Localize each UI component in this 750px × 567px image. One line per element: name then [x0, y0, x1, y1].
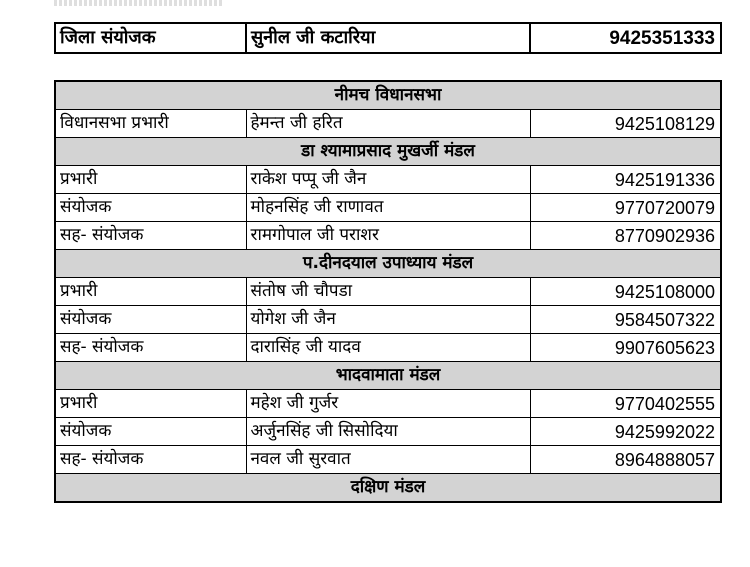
name-cell: नवल जी सुरवात [246, 446, 530, 474]
role-cell: संयोजक [55, 306, 246, 334]
district-phone: 9425351333 [530, 23, 721, 53]
role-cell: सह- संयोजक [55, 446, 246, 474]
district-coordinator-row [55, 23, 721, 53]
phone-cell: 9770720079 [530, 194, 721, 222]
name-cell: राकेश पप्पू जी जैन [246, 166, 530, 194]
section-header-row [55, 474, 721, 503]
table-row [55, 418, 721, 446]
phone-cell: 9425108129 [530, 110, 721, 138]
role-cell: विधानसभा प्रभारी [55, 110, 246, 138]
cropped-text-remnant [54, 0, 224, 6]
section-header-row [55, 362, 721, 390]
name-cell: योगेश जी जैन [246, 306, 530, 334]
mandal-contacts-body [55, 81, 721, 502]
role-cell: सह- संयोजक [55, 222, 246, 250]
name-cell: मोहनसिंह जी राणावत [246, 194, 530, 222]
phone-cell: 8770902936 [530, 222, 721, 250]
table-row [55, 446, 721, 474]
table-row [55, 166, 721, 194]
section-header-row [55, 81, 721, 110]
role-cell: प्रभारी [55, 390, 246, 418]
section-header-row [55, 250, 721, 278]
table-row [55, 110, 721, 138]
table-row [55, 222, 721, 250]
section-title: डा श्यामाप्रसाद मुखर्जी मंडल [55, 138, 721, 166]
phone-cell: 9425992022 [530, 418, 721, 446]
name-cell: हेमन्त जी हरित [246, 110, 530, 138]
name-cell: दारासिंह जी यादव [246, 334, 530, 362]
section-title: दक्षिण मंडल [55, 474, 721, 503]
section-title: भादवामाता मंडल [55, 362, 721, 390]
mandal-contacts-table [54, 80, 722, 503]
section-title: प.दीनदयाल उपाध्याय मंडल [55, 250, 721, 278]
table-row [55, 194, 721, 222]
role-cell: संयोजक [55, 194, 246, 222]
name-cell: अर्जुनसिंह जी सिसोदिया [246, 418, 530, 446]
phone-cell: 9425108000 [530, 278, 721, 306]
name-cell: महेश जी गुर्जर [246, 390, 530, 418]
role-cell: प्रभारी [55, 278, 246, 306]
district-name: सुनील जी कटारिया [246, 23, 530, 53]
district-coordinator-table [54, 22, 722, 54]
name-cell: संतोष जी चौपडा [246, 278, 530, 306]
district-role: जिला संयोजक [55, 23, 246, 53]
table-row [55, 306, 721, 334]
section-header-row [55, 138, 721, 166]
table-row [55, 278, 721, 306]
table-row [55, 334, 721, 362]
name-cell: रामगोपाल जी पराशर [246, 222, 530, 250]
role-cell: संयोजक [55, 418, 246, 446]
table-row [55, 390, 721, 418]
section-title: नीमच विधानसभा [55, 81, 721, 110]
role-cell: सह- संयोजक [55, 334, 246, 362]
phone-cell: 9907605623 [530, 334, 721, 362]
phone-cell: 9770402555 [530, 390, 721, 418]
phone-cell: 8964888057 [530, 446, 721, 474]
phone-cell: 9425191336 [530, 166, 721, 194]
phone-cell: 9584507322 [530, 306, 721, 334]
role-cell: प्रभारी [55, 166, 246, 194]
